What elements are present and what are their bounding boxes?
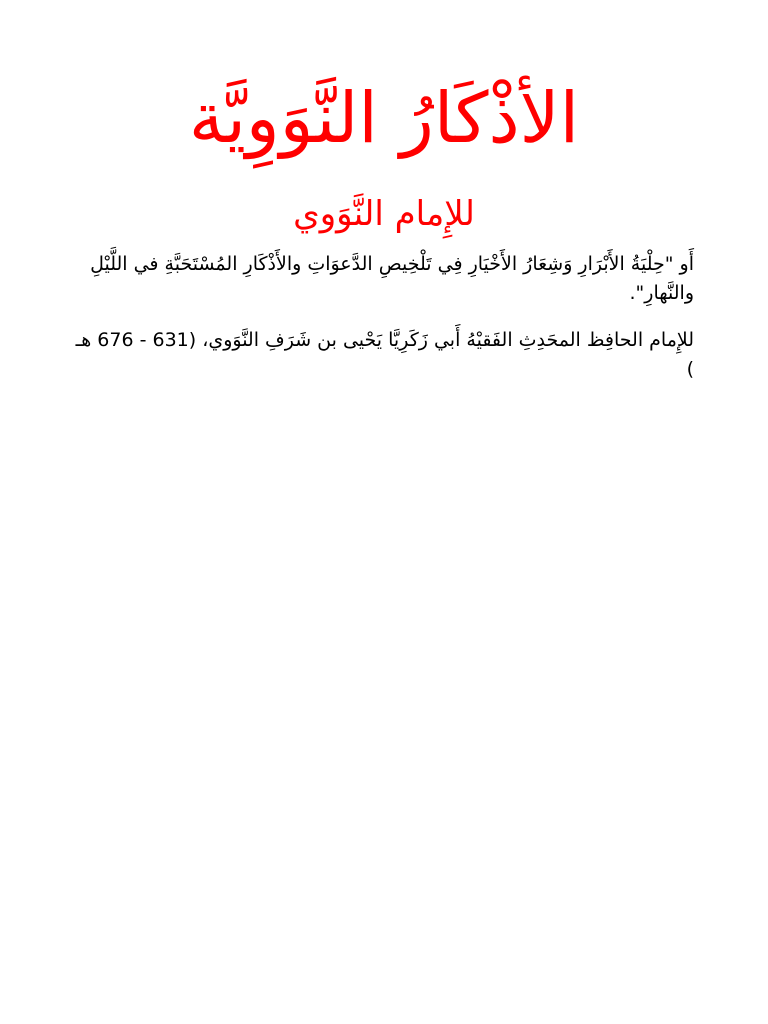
alternate-title-paragraph: أَو "حِلْيَةُ الأَبْرَارِ وَشِعَارُ الأَخْيَارِ فِي تَلْخِيصِ الدَّعوَاتِ والأَذْكَارِ المُسْتَحَبَّةِ في اللَّيْلِ والنَّهارِ". (90, 253, 694, 304)
book-title: الأذْكَارُ النَّوَوِيَّة (188, 77, 580, 159)
author-paragraph: للإِمام الحافِظ المحَدِثِ الفَقيْهُ أَبي زَكَرِيَّا يَحْيى بن شَرَفِ النَّوَوي، (631 - 676 هـ ) (75, 329, 694, 380)
book-subtitle: للإِمام النَّوَوي (293, 194, 475, 234)
